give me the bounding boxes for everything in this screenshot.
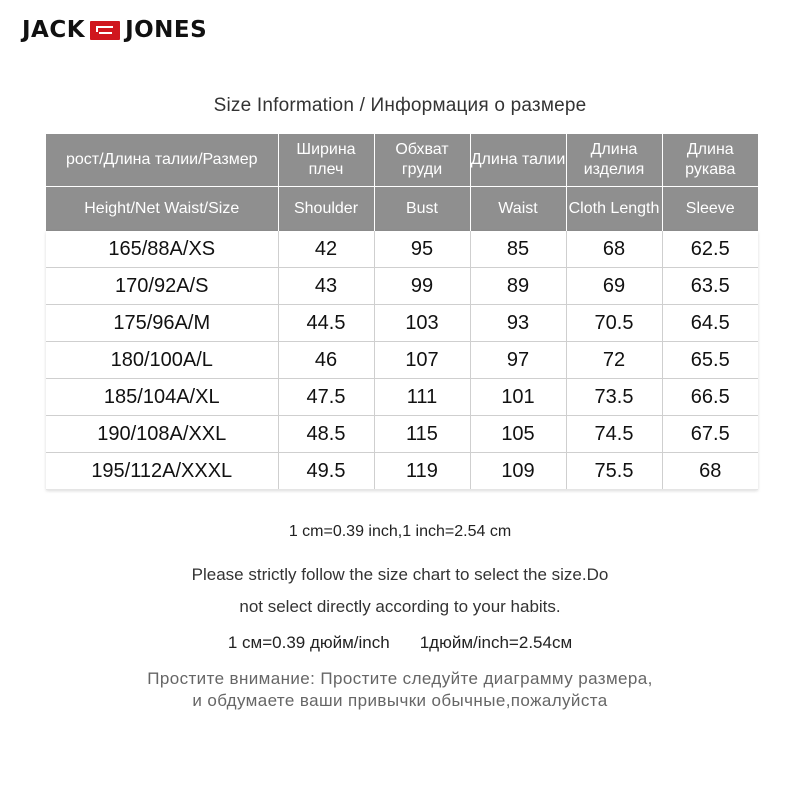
conversion-note-english: 1 cm=0.39 inch,1 inch=2.54 cm [288, 523, 512, 540]
table-header-russian [46, 134, 758, 187]
table-header-english [46, 187, 758, 232]
column-header-ru: рост/Длина талии/Размер [46, 134, 278, 187]
table-cell: 42 [278, 231, 374, 268]
column-header-en: Bust [374, 187, 470, 232]
table-cell: 180/100A/L [46, 342, 278, 379]
brand-logo-left: JACK [22, 17, 86, 43]
table-cell: 44.5 [278, 305, 374, 342]
column-header-ru: Длина рукава [662, 134, 758, 187]
table-row [46, 342, 758, 379]
table-cell: 68 [662, 453, 758, 490]
column-header-ru: Обхват груди [374, 134, 470, 187]
table-cell: 103 [374, 305, 470, 342]
table-body [46, 231, 758, 490]
conversion-inch-to-cm: 1дюйм/inch=2.54см [419, 633, 573, 652]
table-cell: 109 [470, 453, 566, 490]
size-chart-table [46, 134, 758, 490]
table-cell: 63.5 [662, 268, 758, 305]
table-cell: 101 [470, 379, 566, 416]
table-cell: 95 [374, 231, 470, 268]
table-cell: 105 [470, 416, 566, 453]
column-header-en: Height/Net Waist/Size [46, 187, 278, 232]
warning-note-english-line1: Please strictly follow the size chart to select the size.Do [191, 565, 609, 584]
flag-emblem-icon [90, 21, 120, 40]
table-cell: 107 [374, 342, 470, 379]
table-cell: 175/96A/M [46, 305, 278, 342]
table-cell: 64.5 [662, 305, 758, 342]
table-cell: 115 [374, 416, 470, 453]
warning-note-english-line2: not select directly according to your habits. [239, 597, 561, 616]
conversion-cm-to-inch: 1 см=0.39 дюйм/inch [227, 633, 390, 652]
table-cell: 93 [470, 305, 566, 342]
table-cell: 68 [566, 231, 662, 268]
table-cell: 72 [566, 342, 662, 379]
warning-note-russian [0, 668, 800, 712]
conversion-note-russian [0, 633, 800, 653]
table-cell: 99 [374, 268, 470, 305]
table-row [46, 453, 758, 490]
table-cell: 43 [278, 268, 374, 305]
table-cell: 69 [566, 268, 662, 305]
column-header-ru: Длина талии [470, 134, 566, 187]
column-header-en: Shoulder [278, 187, 374, 232]
table-cell: 67.5 [662, 416, 758, 453]
column-header-en: Waist [470, 187, 566, 232]
table-cell: 89 [470, 268, 566, 305]
warning-note-russian-line2: и обдумаете ваши привычки обычные,пожалуйста [192, 691, 608, 710]
page-title: Size Information / Информация о размере [213, 95, 587, 116]
table-cell: 190/108A/XXL [46, 416, 278, 453]
table-row [46, 231, 758, 268]
table-row [46, 268, 758, 305]
column-header-ru: Ширина плеч [278, 134, 374, 187]
brand-logo [22, 16, 207, 44]
table-cell: 74.5 [566, 416, 662, 453]
table-cell: 46 [278, 342, 374, 379]
table-row [46, 379, 758, 416]
table-row [46, 416, 758, 453]
column-header-ru: Длина изделия [566, 134, 662, 187]
table-cell: 119 [374, 453, 470, 490]
table-cell: 195/112A/XXXL [46, 453, 278, 490]
table-cell: 47.5 [278, 379, 374, 416]
column-header-en: Cloth Length [566, 187, 662, 232]
table-cell: 48.5 [278, 416, 374, 453]
table-cell: 185/104A/XL [46, 379, 278, 416]
table-cell: 62.5 [662, 231, 758, 268]
table-row [46, 305, 758, 342]
table-cell: 111 [374, 379, 470, 416]
brand-logo-right: JONES [125, 17, 208, 43]
table-cell: 75.5 [566, 453, 662, 490]
table-cell: 170/92A/S [46, 268, 278, 305]
warning-note-russian-line1: Простите внимание: Простите следуйте диаграмму размера, [147, 669, 653, 688]
table-cell: 97 [470, 342, 566, 379]
column-header-en: Sleeve [662, 187, 758, 232]
table-cell: 165/88A/XS [108, 237, 216, 260]
table-cell: 49.5 [278, 453, 374, 490]
table-cell: 70.5 [566, 305, 662, 342]
table-cell: 73.5 [566, 379, 662, 416]
table-cell: 66.5 [662, 379, 758, 416]
table-cell: 85 [470, 231, 566, 268]
table-cell: 65.5 [662, 342, 758, 379]
